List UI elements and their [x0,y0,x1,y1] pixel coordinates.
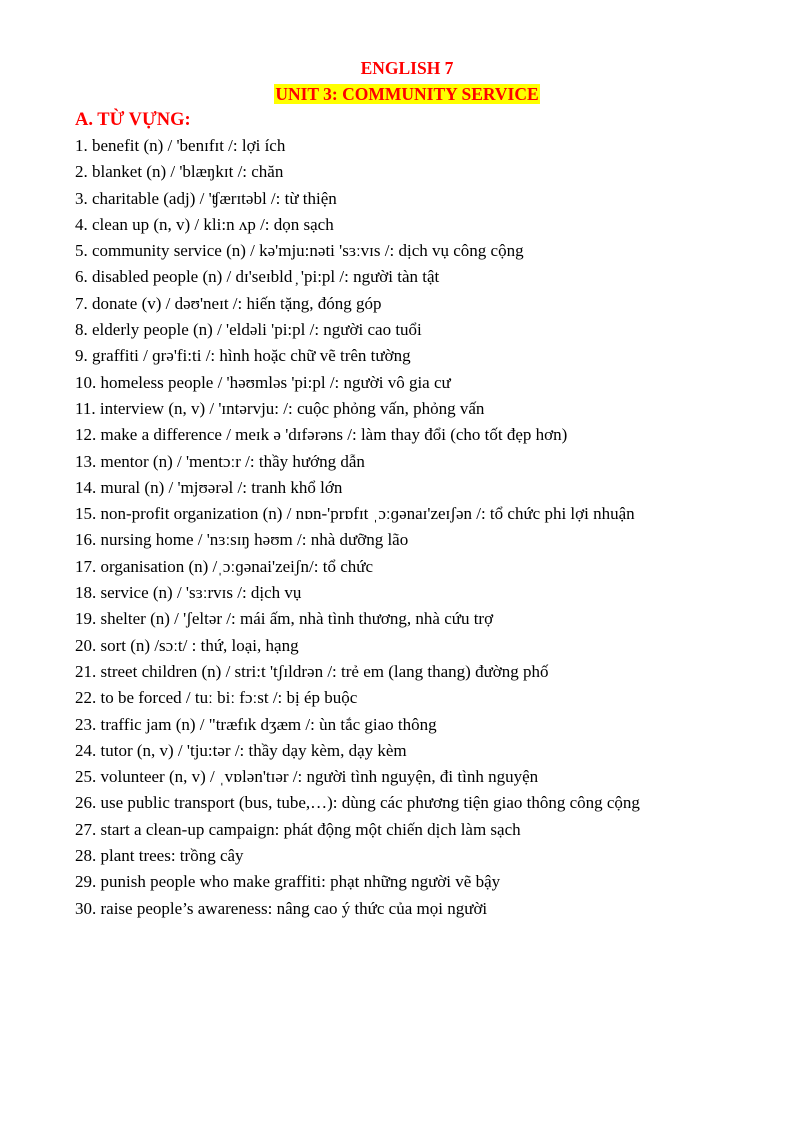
vocabulary-item: 22. to be forced / tuː biː fɔːst /: bị ép buộc [75,688,358,708]
vocabulary-item: 24. tutor (n, v) / 'tju:tər /: thầy dạy kèm, dạy kèm [75,740,407,760]
vocabulary-item: 1. benefit (n) / 'benɪfɪt /: lợi ích [75,136,286,155]
vocabulary-item: 11. interview (n, v) / 'ɪntərvju: /: cuộc phỏng vấn, phỏng vấn [75,398,485,418]
vocabulary-item: 25. volunteer (n, v) / ˌvɒlən'tɪər /: người tình nguyện, đi tình nguyện [75,767,539,787]
unit-title: UNIT 3: COMMUNITY SERVICE [275,84,539,104]
unit-title-wrapper [10,83,794,105]
section-heading-vocabulary: A. TỪ VỰNG: [75,110,191,130]
vocabulary-list [75,133,775,922]
vocabulary-item: 21. street children (n) / stri:t 'tʃɪldrən /: trẻ em (lang thang) đường phố [75,661,549,681]
vocabulary-item: 14. mural (n) / 'mjʊərəl /: tranh khổ lớn [75,477,343,497]
vocabulary-item: 10. homeless people / 'həʊmləs 'pi:pl /: người vô gia cư [75,372,451,392]
vocabulary-item: 7. donate (v) / dəʊ'neɪt /: hiến tặng, đóng góp [75,293,382,313]
vocabulary-item: 28. plant trees: trồng cây [75,846,244,866]
vocabulary-item: 4. clean up (n, v) / kli:n ʌp /: dọn sạch [75,214,334,234]
vocabulary-item: 8. elderly people (n) / 'eldəli 'pi:pl /: người cao tuổi [75,320,422,340]
vocabulary-item: 19. shelter (n) / 'ʃeltər /: mái ấm, nhà tình thương, nhà cứu trợ [75,609,494,629]
document-title: ENGLISH 7 [360,58,454,78]
vocabulary-item: 3. charitable (adj) / 'ʧærɪtəbl /: từ thiện [75,188,337,208]
vocabulary-item: 5. community service (n) / kə'mju:nəti 'sɜːvɪs /: dịch vụ công cộng [75,241,524,261]
vocabulary-item: 13. mentor (n) / 'mentɔːr /: thầy hướng dẫn [75,451,365,471]
vocabulary-item: 16. nursing home / 'nɜːsɪŋ həʊm /: nhà dưỡng lão [75,530,409,550]
vocabulary-item: 15. non-profit organization (n) / nɒn-'prɒfɪt ˌɔːɡənaɪ'zeɪʃən /: tổ chức phi lợi nhuận [75,504,635,524]
vocabulary-item: 9. graffiti / ɡrə'fi:ti /: hình hoặc chữ vẽ trên tường [75,346,411,366]
vocabulary-item: 27. start a clean-up campaign: phát động một chiến dịch làm sạch [75,819,521,839]
vocabulary-item: 23. traffic jam (n) / "træfɪk dʒæm /: ùn tắc giao thông [75,714,437,734]
vocabulary-item: 18. service (n) / 'sɜːrvɪs /: dịch vụ [75,583,302,603]
vocabulary-item: 30. raise people’s awareness: nâng cao ý thức của mọi người [75,898,488,918]
vocabulary-item: 26. use public transport (bus, tube,…): dùng các phương tiện giao thông công cộng [75,793,640,813]
vocabulary-item: 2. blanket (n) / 'blæŋkɪt /: chăn [75,162,284,182]
vocabulary-item: 6. disabled people (n) / dɪ'seɪbld ̦ 'pi:pl /: người tàn tật [75,267,440,287]
vocabulary-item: 29. punish people who make graffiti: phạt những người vẽ bậy [75,872,501,892]
vocabulary-item: 17. organisation (n) /ˌɔːɡənai'zeiʃn/: tổ chức [75,556,374,576]
vocabulary-item: 20. sort (n) /sɔːt/ : thứ, loại, hạng [75,635,299,655]
vocabulary-item: 12. make a difference / meɪk ə 'dɪfərəns /: làm thay đổi (cho tốt đẹp hơn) [75,425,568,445]
